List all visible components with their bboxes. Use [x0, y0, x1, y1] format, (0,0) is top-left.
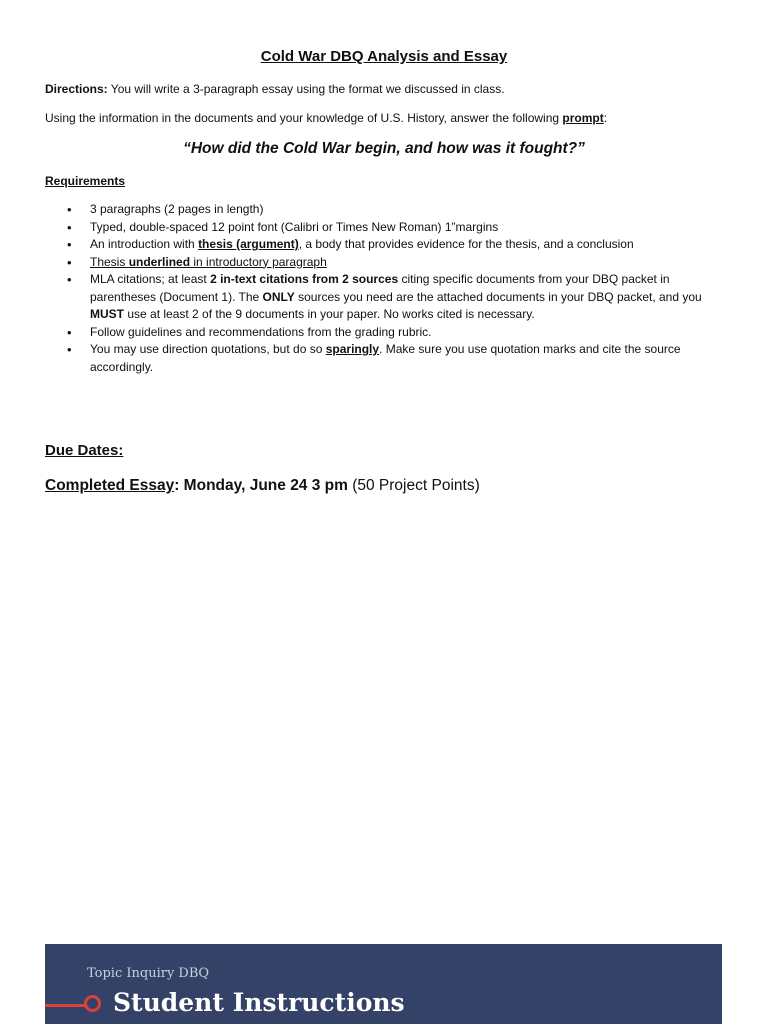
list-item [45, 324, 717, 342]
essay-prompt-question: “How did the Cold War begin, and how was it fought?” [183, 140, 585, 157]
completed-essay-date: : Monday, June 24 3 pm [174, 477, 348, 494]
list-item [45, 201, 717, 219]
document-title: Cold War DBQ Analysis and Essay [260, 48, 508, 65]
requirement-text: , a body that provides evidence for the thesis, and a conclusion [298, 237, 634, 251]
requirement-text: Typed, double-spaced 12 point font (Calibri or Times New Roman) 1”margins [90, 219, 499, 234]
requirement-text: MLA citations; at least [90, 272, 211, 286]
list-item [45, 254, 717, 272]
requirement-text: in introductory paragraph [190, 254, 327, 269]
requirements-heading: Requirements [45, 174, 126, 188]
footer-topic-label: Topic Inquiry DBQ [87, 966, 210, 981]
completed-essay-label: Completed Essay [45, 477, 175, 494]
completed-essay-line [45, 477, 480, 495]
prompt-word: prompt [562, 111, 604, 125]
requirement-text: . Make sure you use quotation marks and cite the source accordingly. [90, 342, 681, 374]
requirement-text: citing specific documents from your DBQ packet in parentheses (Document 1). The [90, 272, 670, 304]
accent-circle-icon [84, 995, 101, 1012]
list-item [45, 341, 717, 376]
requirement-text: use at least 2 of the 9 documents in your paper. No works cited is necessary. [124, 307, 535, 321]
instructions-paragraph [45, 110, 725, 127]
requirements-list [45, 201, 717, 376]
directions-label: Directions: [45, 82, 108, 96]
list-item [45, 271, 717, 324]
list-item [45, 236, 717, 254]
directions-paragraph [45, 81, 725, 98]
requirement-text: Follow guidelines and recommendations from the grading rubric. [90, 324, 432, 339]
underlined-requirement [90, 255, 327, 269]
sparingly-emphasis: sparingly [325, 342, 380, 356]
citations-emphasis: 2 in-text citations from 2 sources [210, 272, 399, 286]
requirement-text: sources you need are the attached documents in your DBQ packet, and you [294, 289, 702, 304]
only-emphasis: ONLY [262, 289, 295, 304]
completed-essay-points: (50 Project Points) [347, 477, 480, 494]
instructions-colon: : [603, 111, 608, 125]
requirement-text: You may use direction quotations, but do so [90, 342, 326, 356]
underlined-emphasis: underlined [128, 254, 191, 269]
list-item [45, 219, 717, 237]
requirement-text: Thesis [90, 254, 129, 269]
requirement-text: 3 paragraphs (2 pages in length) [90, 202, 264, 216]
thesis-emphasis: thesis (argument) [198, 237, 299, 251]
due-dates-heading: Due Dates: [45, 442, 124, 459]
footer-heading: Student Instructions [113, 988, 405, 1017]
accent-line-icon [45, 1004, 87, 1007]
requirement-text: An introduction with [90, 237, 199, 251]
must-emphasis: MUST [90, 307, 124, 321]
footer-banner [45, 944, 722, 1024]
instructions-text: Using the information in the documents and your knowledge of U.S. History, answer the following [45, 111, 563, 125]
directions-text: You will write a 3-paragraph essay using the format we discussed in class. [107, 82, 505, 96]
